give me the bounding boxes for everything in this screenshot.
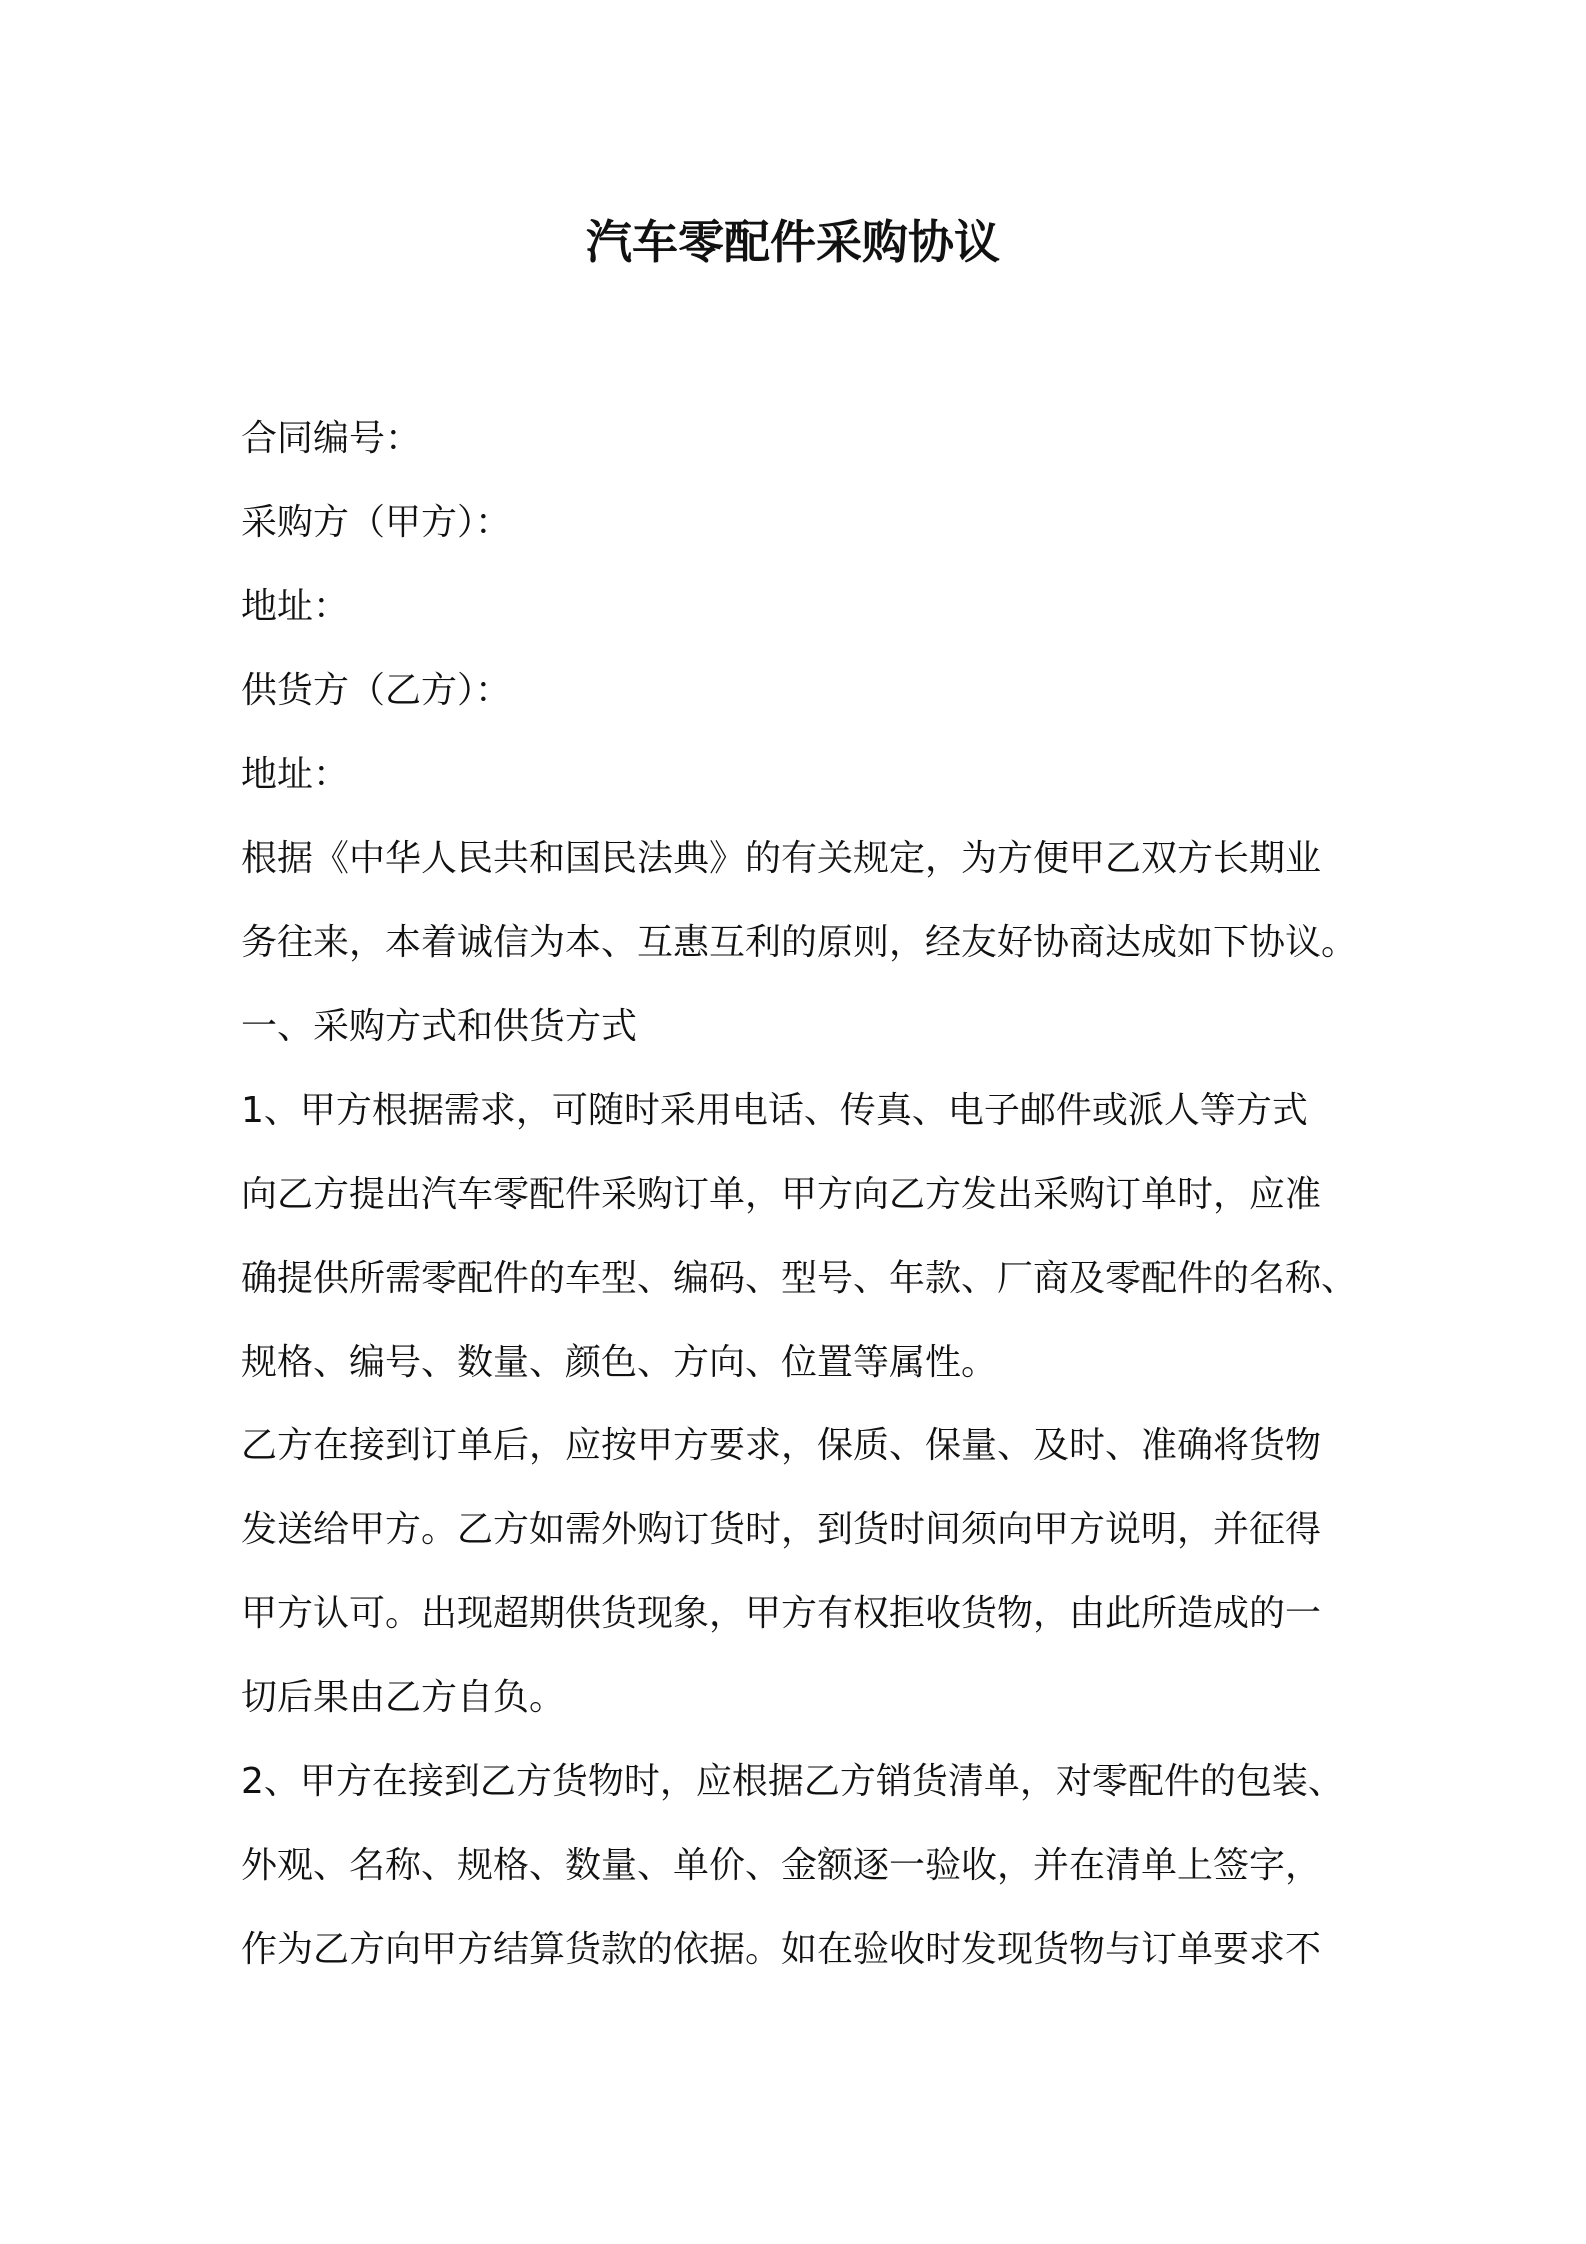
buyer-line: 采购方（甲方）：: [241, 502, 512, 543]
body-line: 1、甲方根据需求，可随时采用电话、传真、电子邮件或派人等方式: [241, 1090, 1308, 1131]
body-line: 确提供所需零配件的车型、编码、型号、年款、厂商及零配件的名称、: [241, 1258, 1358, 1299]
contract-number-line: 合同编号：: [241, 418, 422, 459]
buyer-address-line: 地址：: [241, 586, 350, 627]
body-line: 向乙方提出汽车零配件采购订单，甲方向乙方发出采购订单时，应准: [241, 1174, 1322, 1215]
body-line: 务往来，本着诚信为本、互惠互利的原则，经友好协商达成如下协议。: [241, 922, 1358, 963]
section-heading: 一、采购方式和供货方式: [241, 1006, 638, 1047]
body-line: 根据《中华人民共和国民法典》的有关规定，为方便甲乙双方长期业: [241, 838, 1322, 879]
body-line: 发送给甲方。乙方如需外购订货时，到货时间须向甲方说明，并征得: [241, 1509, 1322, 1550]
body-line: 乙方在接到订单后，应按甲方要求，保质、保量、及时、准确将货物: [241, 1425, 1322, 1466]
document-title: 汽车零配件采购协议: [586, 215, 1000, 269]
body-line: 2、甲方在接到乙方货物时，应根据乙方销货清单，对零配件的包装、: [241, 1761, 1344, 1802]
body-line: 外观、名称、规格、数量、单价、金额逐一验收，并在清单上签字，: [241, 1845, 1322, 1886]
body-line: 作为乙方向甲方结算货款的依据。如在验收时发现货物与订单要求不: [241, 1929, 1322, 1970]
body-line: 切后果由乙方自负。: [241, 1677, 566, 1718]
body-line: 规格、编号、数量、颜色、方向、位置等属性。: [241, 1342, 998, 1383]
supplier-address-line: 地址：: [241, 754, 350, 795]
body-line: 甲方认可。出现超期供货现象，甲方有权拒收货物，由此所造成的一: [241, 1593, 1322, 1634]
supplier-line: 供货方（乙方）：: [241, 670, 512, 711]
